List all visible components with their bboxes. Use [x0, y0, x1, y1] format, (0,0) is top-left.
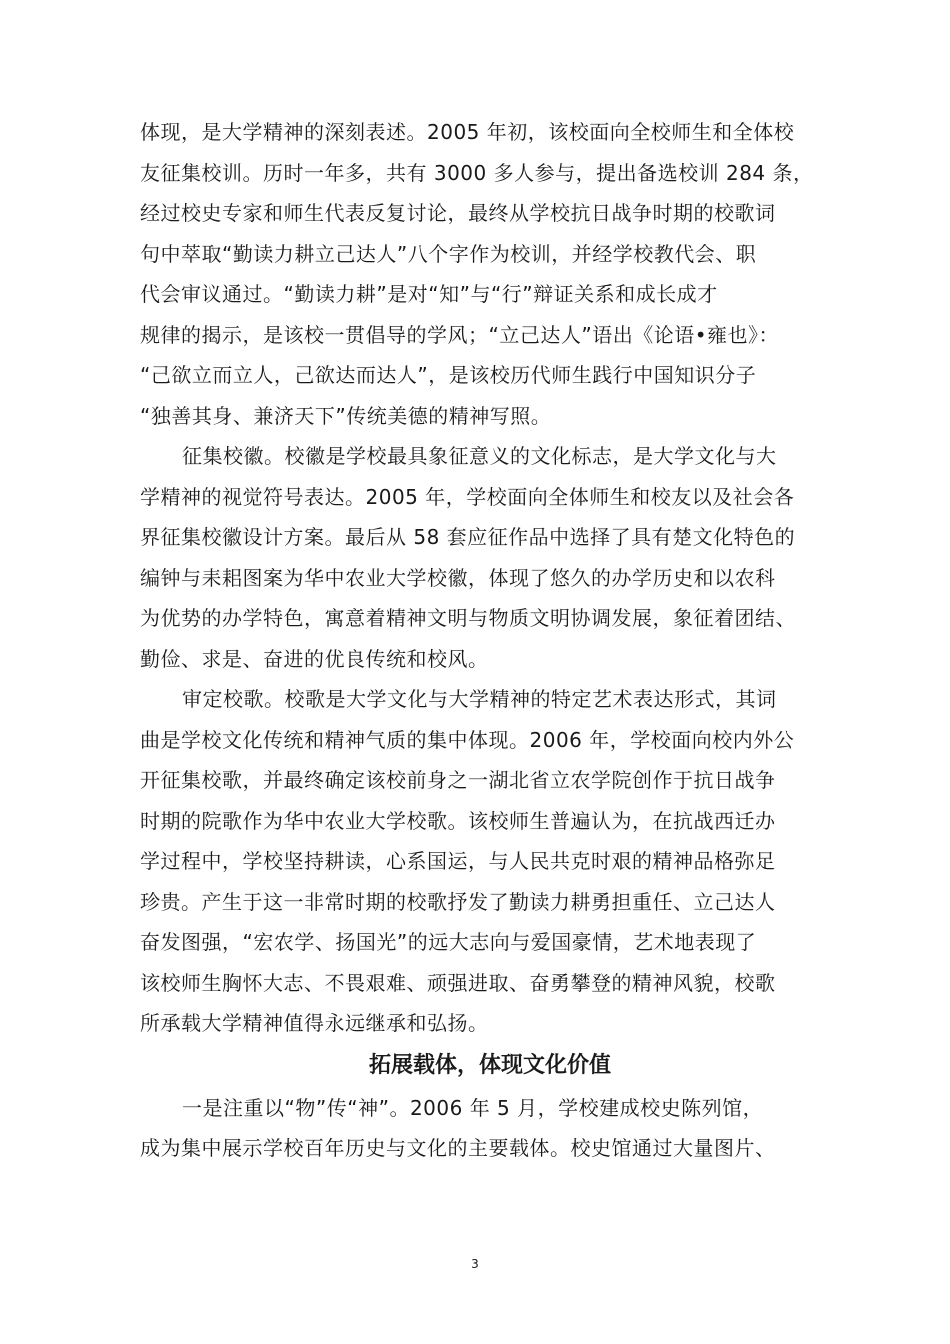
text-line: 一是注重以“物”传“神”。2006 年 5 月，学校建成校史陈列馆， [182, 1095, 764, 1120]
text-line: 开征集校歌，并最终确定该校前身之一湖北省立农学院创作于抗日战争 [140, 768, 776, 792]
text-line: 为优势的办学特色，寓意着精神文明与物质文明协调发展，象征着团结、 [140, 606, 796, 630]
page-number: 3 [471, 1257, 479, 1271]
text-line: 时期的院歌作为华中农业大学校歌。该校师生普遍认为，在抗战西迁办 [140, 808, 776, 833]
text-line: “己欲立而立人，己欲达而达人”，是该校历代师生践行中国知识分子 [140, 363, 757, 387]
text-line: 体现，是大学精神的深刻表述。2005 年初，该校面向全校师生和全体校 [140, 120, 795, 144]
text-line: 勤俭、求是、奋进的优良传统和校风。 [140, 646, 489, 671]
text-line: 经过校史专家和师生代表反复讨论，最终从学校抗日战争时期的校歌词 [140, 201, 776, 225]
text-line: 编钟与耒耜图案为华中农业大学校徽，体现了悠久的办学历史和以农科 [140, 565, 776, 590]
paragraph [140, 679, 840, 1044]
text-line: 珍贵。产生于这一非常时期的校歌抒发了勤读力耕勇担重任、立己达人 [140, 889, 776, 914]
text-line: 征集校徽。校徽是学校最具象征意义的文化标志，是大学文化与大 [182, 444, 777, 468]
text-line: 学精神的视觉符号表达。2005 年，学校面向全体师生和校友以及社会各 [140, 484, 795, 509]
section-heading: 拓展载体，体现文化价值 [368, 1052, 611, 1078]
text-line: 友征集校训。历时一年多，共有 3000 多人参与，提出备选校训 284 条， [140, 160, 814, 185]
text-line: 曲是学校文化传统和精神气质的集中体现。2006 年，学校面向校内外公 [140, 727, 795, 752]
text-line: 规律的揭示，是该校一贯倡导的学风；“立己达人”语出《论语•雍也》： [140, 322, 780, 347]
text-line: 界征集校徽设计方案。最后从 58 套应征作品中选择了具有楚文化特色的 [140, 525, 796, 549]
text-line: 成为集中展示学校百年历史与文化的主要载体。校史馆通过大量图片、 [140, 1136, 776, 1160]
paragraph [140, 1088, 840, 1169]
paragraph [140, 436, 840, 679]
text-line: “独善其身、兼济天下”传统美德的精神写照。 [140, 403, 552, 428]
text-line: 奋发图强，“宏农学、扬国光”的远大志向与爱国豪情，艺术地表现了 [140, 930, 757, 954]
text-line: 所承载大学精神值得永远继承和弘扬。 [140, 1011, 489, 1035]
text-line: 代会审议通过。“勤读力耕”是对“知”与“行”辩证关系和成长成才 [140, 282, 718, 306]
text-line: 学过程中，学校坚持耕读，心系国运，与人民共克时艰的精神品格弥足 [140, 849, 776, 873]
text-line: 审定校歌。校歌是大学文化与大学精神的特定艺术表达形式，其词 [182, 687, 777, 711]
text-line: 句中萃取“勤读力耕立己达人”八个字作为校训，并经学校教代会、职 [140, 241, 757, 266]
body-text [140, 112, 840, 1169]
text-line: 该校师生胸怀大志、不畏艰难、顽强进取、奋勇攀登的精神风貌，校歌 [140, 970, 776, 995]
paragraph [140, 112, 840, 436]
